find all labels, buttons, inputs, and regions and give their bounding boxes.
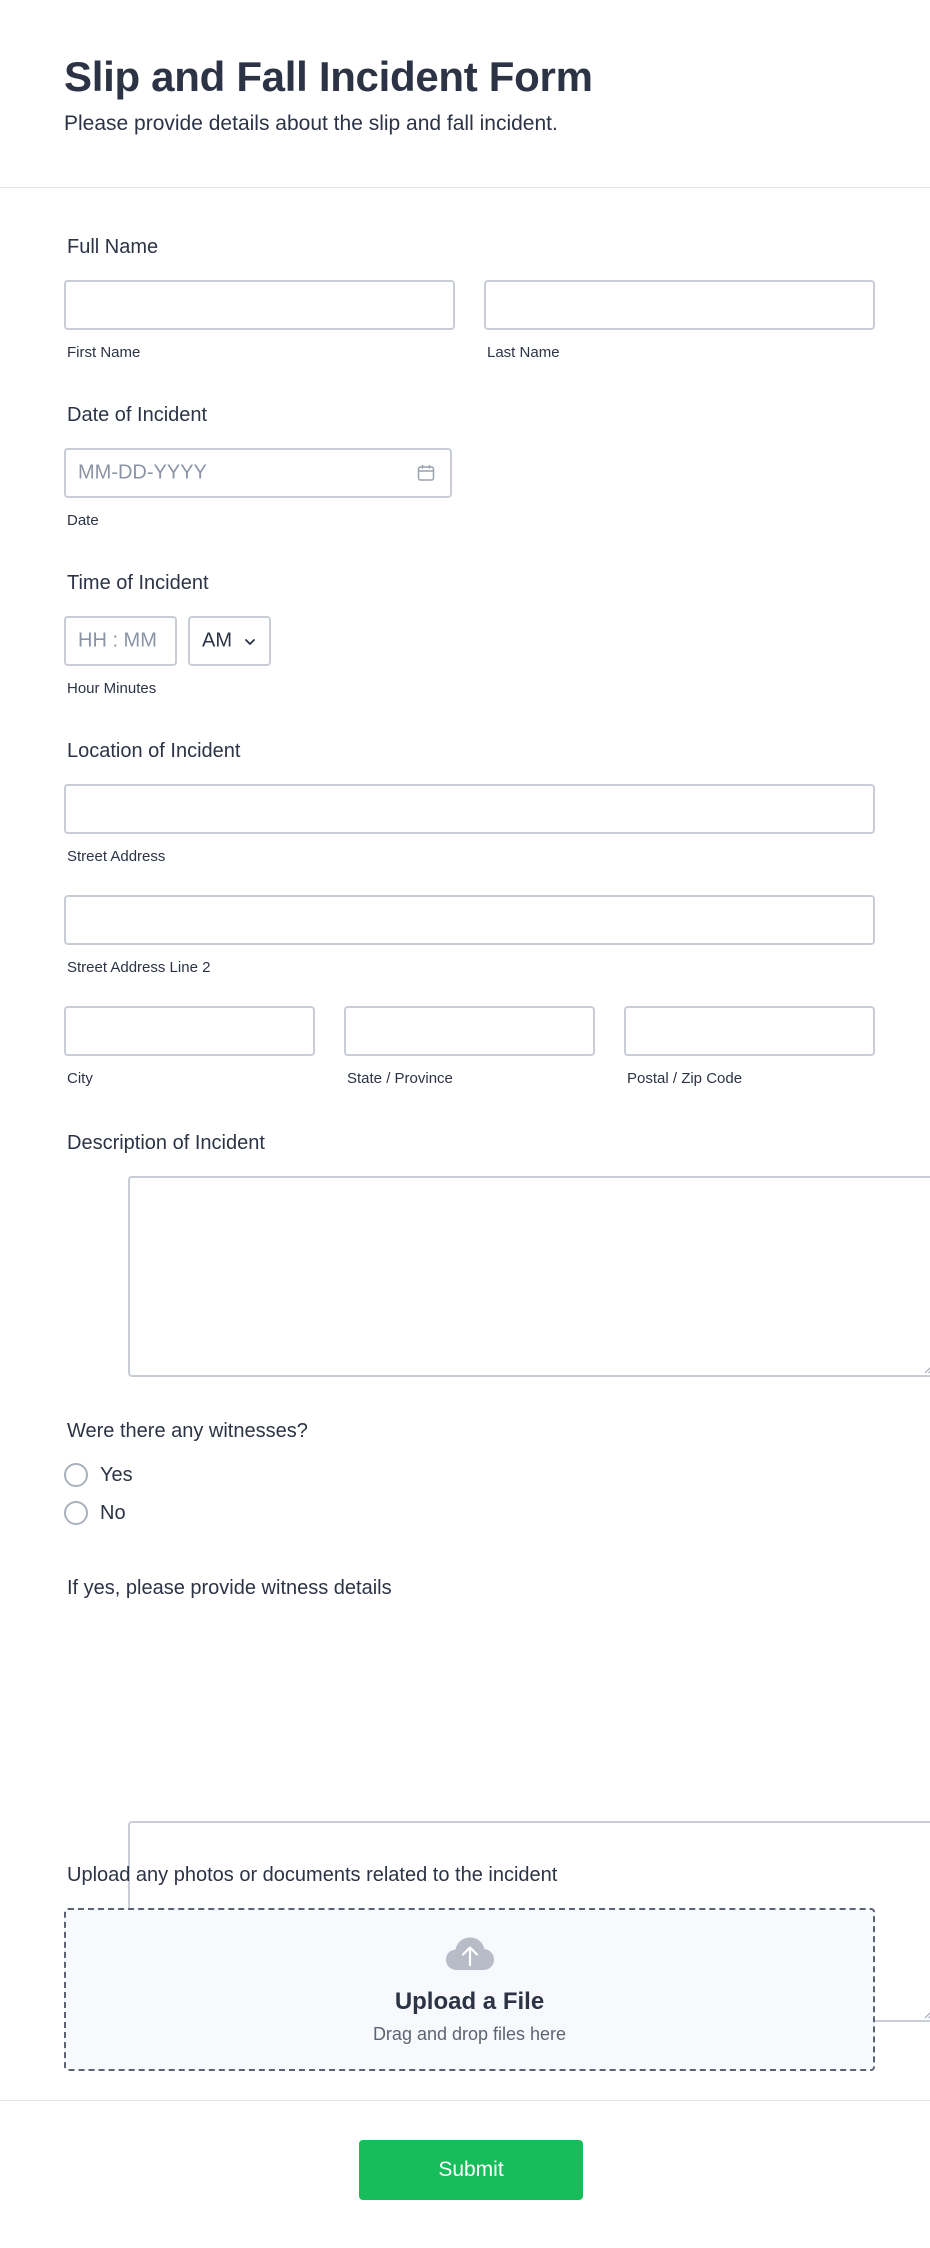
radio-label-yes: Yes	[100, 1463, 133, 1486]
city-input[interactable]	[64, 1006, 315, 1056]
last-name-sublabel: Last Name	[487, 344, 560, 361]
location-label: Location of Incident	[67, 740, 241, 762]
full-name-field	[64, 236, 875, 259]
form-subtitle: Please provide details about the slip and fall incident.	[64, 112, 558, 136]
upload-title: Upload a File	[394, 1988, 545, 2015]
time-label: Time of Incident	[67, 572, 209, 594]
upload-label: Upload any photos or documents related to the incident	[67, 1864, 558, 1886]
resize-handle-icon[interactable]	[923, 2006, 930, 2016]
calendar-icon[interactable]	[416, 463, 436, 483]
zip-input[interactable]	[624, 1006, 875, 1056]
last-name-input[interactable]	[484, 280, 875, 330]
description-label: Description of Incident	[67, 1132, 265, 1154]
description-textarea[interactable]	[128, 1176, 930, 1377]
street-address-line2-input[interactable]	[64, 895, 875, 945]
chevron-down-icon	[243, 635, 257, 649]
witnesses-label: Were there any witnesses?	[67, 1420, 308, 1442]
witnesses-option-no[interactable]	[64, 1501, 126, 1525]
file-upload-dropzone[interactable]	[64, 1908, 875, 2071]
zip-sublabel: Postal / Zip Code	[627, 1070, 743, 1087]
submit-button[interactable]: Submit	[359, 2140, 583, 2200]
first-name-input[interactable]	[64, 280, 455, 330]
time-placeholder: HH : MM	[78, 629, 157, 652]
form-footer	[0, 2100, 930, 2248]
radio-circle[interactable]	[64, 1501, 88, 1525]
ampm-select[interactable]	[188, 616, 271, 666]
date-input[interactable]	[64, 448, 452, 498]
full-name-label: Full Name	[67, 236, 159, 258]
date-sublabel: Date	[67, 512, 99, 529]
radio-label-no: No	[100, 1501, 126, 1524]
form-title: Slip and Fall Incident Form	[64, 53, 593, 100]
form-header	[0, 0, 930, 188]
street-address-input[interactable]	[64, 784, 875, 834]
cloud-upload-icon	[445, 1936, 495, 1972]
street-address-line2-sublabel: Street Address Line 2	[67, 959, 211, 976]
ampm-value: AM	[202, 629, 232, 652]
radio-circle[interactable]	[64, 1463, 88, 1487]
street-address-sublabel: Street Address	[67, 848, 166, 865]
witness-details-label: If yes, please provide witness details	[67, 1577, 392, 1599]
form-body	[0, 188, 930, 2044]
state-sublabel: State / Province	[347, 1070, 453, 1087]
upload-subtitle: Drag and drop files here	[372, 2024, 567, 2044]
date-label: Date of Incident	[67, 404, 208, 426]
witnesses-option-yes[interactable]	[64, 1463, 133, 1487]
time-input[interactable]	[64, 616, 177, 666]
first-name-sublabel: First Name	[67, 344, 141, 361]
time-sublabel: Hour Minutes	[67, 680, 157, 697]
resize-handle-icon[interactable]	[923, 1361, 930, 1371]
state-input[interactable]	[344, 1006, 595, 1056]
date-placeholder: MM-DD-YYYY	[78, 461, 207, 484]
city-sublabel: City	[67, 1070, 93, 1087]
